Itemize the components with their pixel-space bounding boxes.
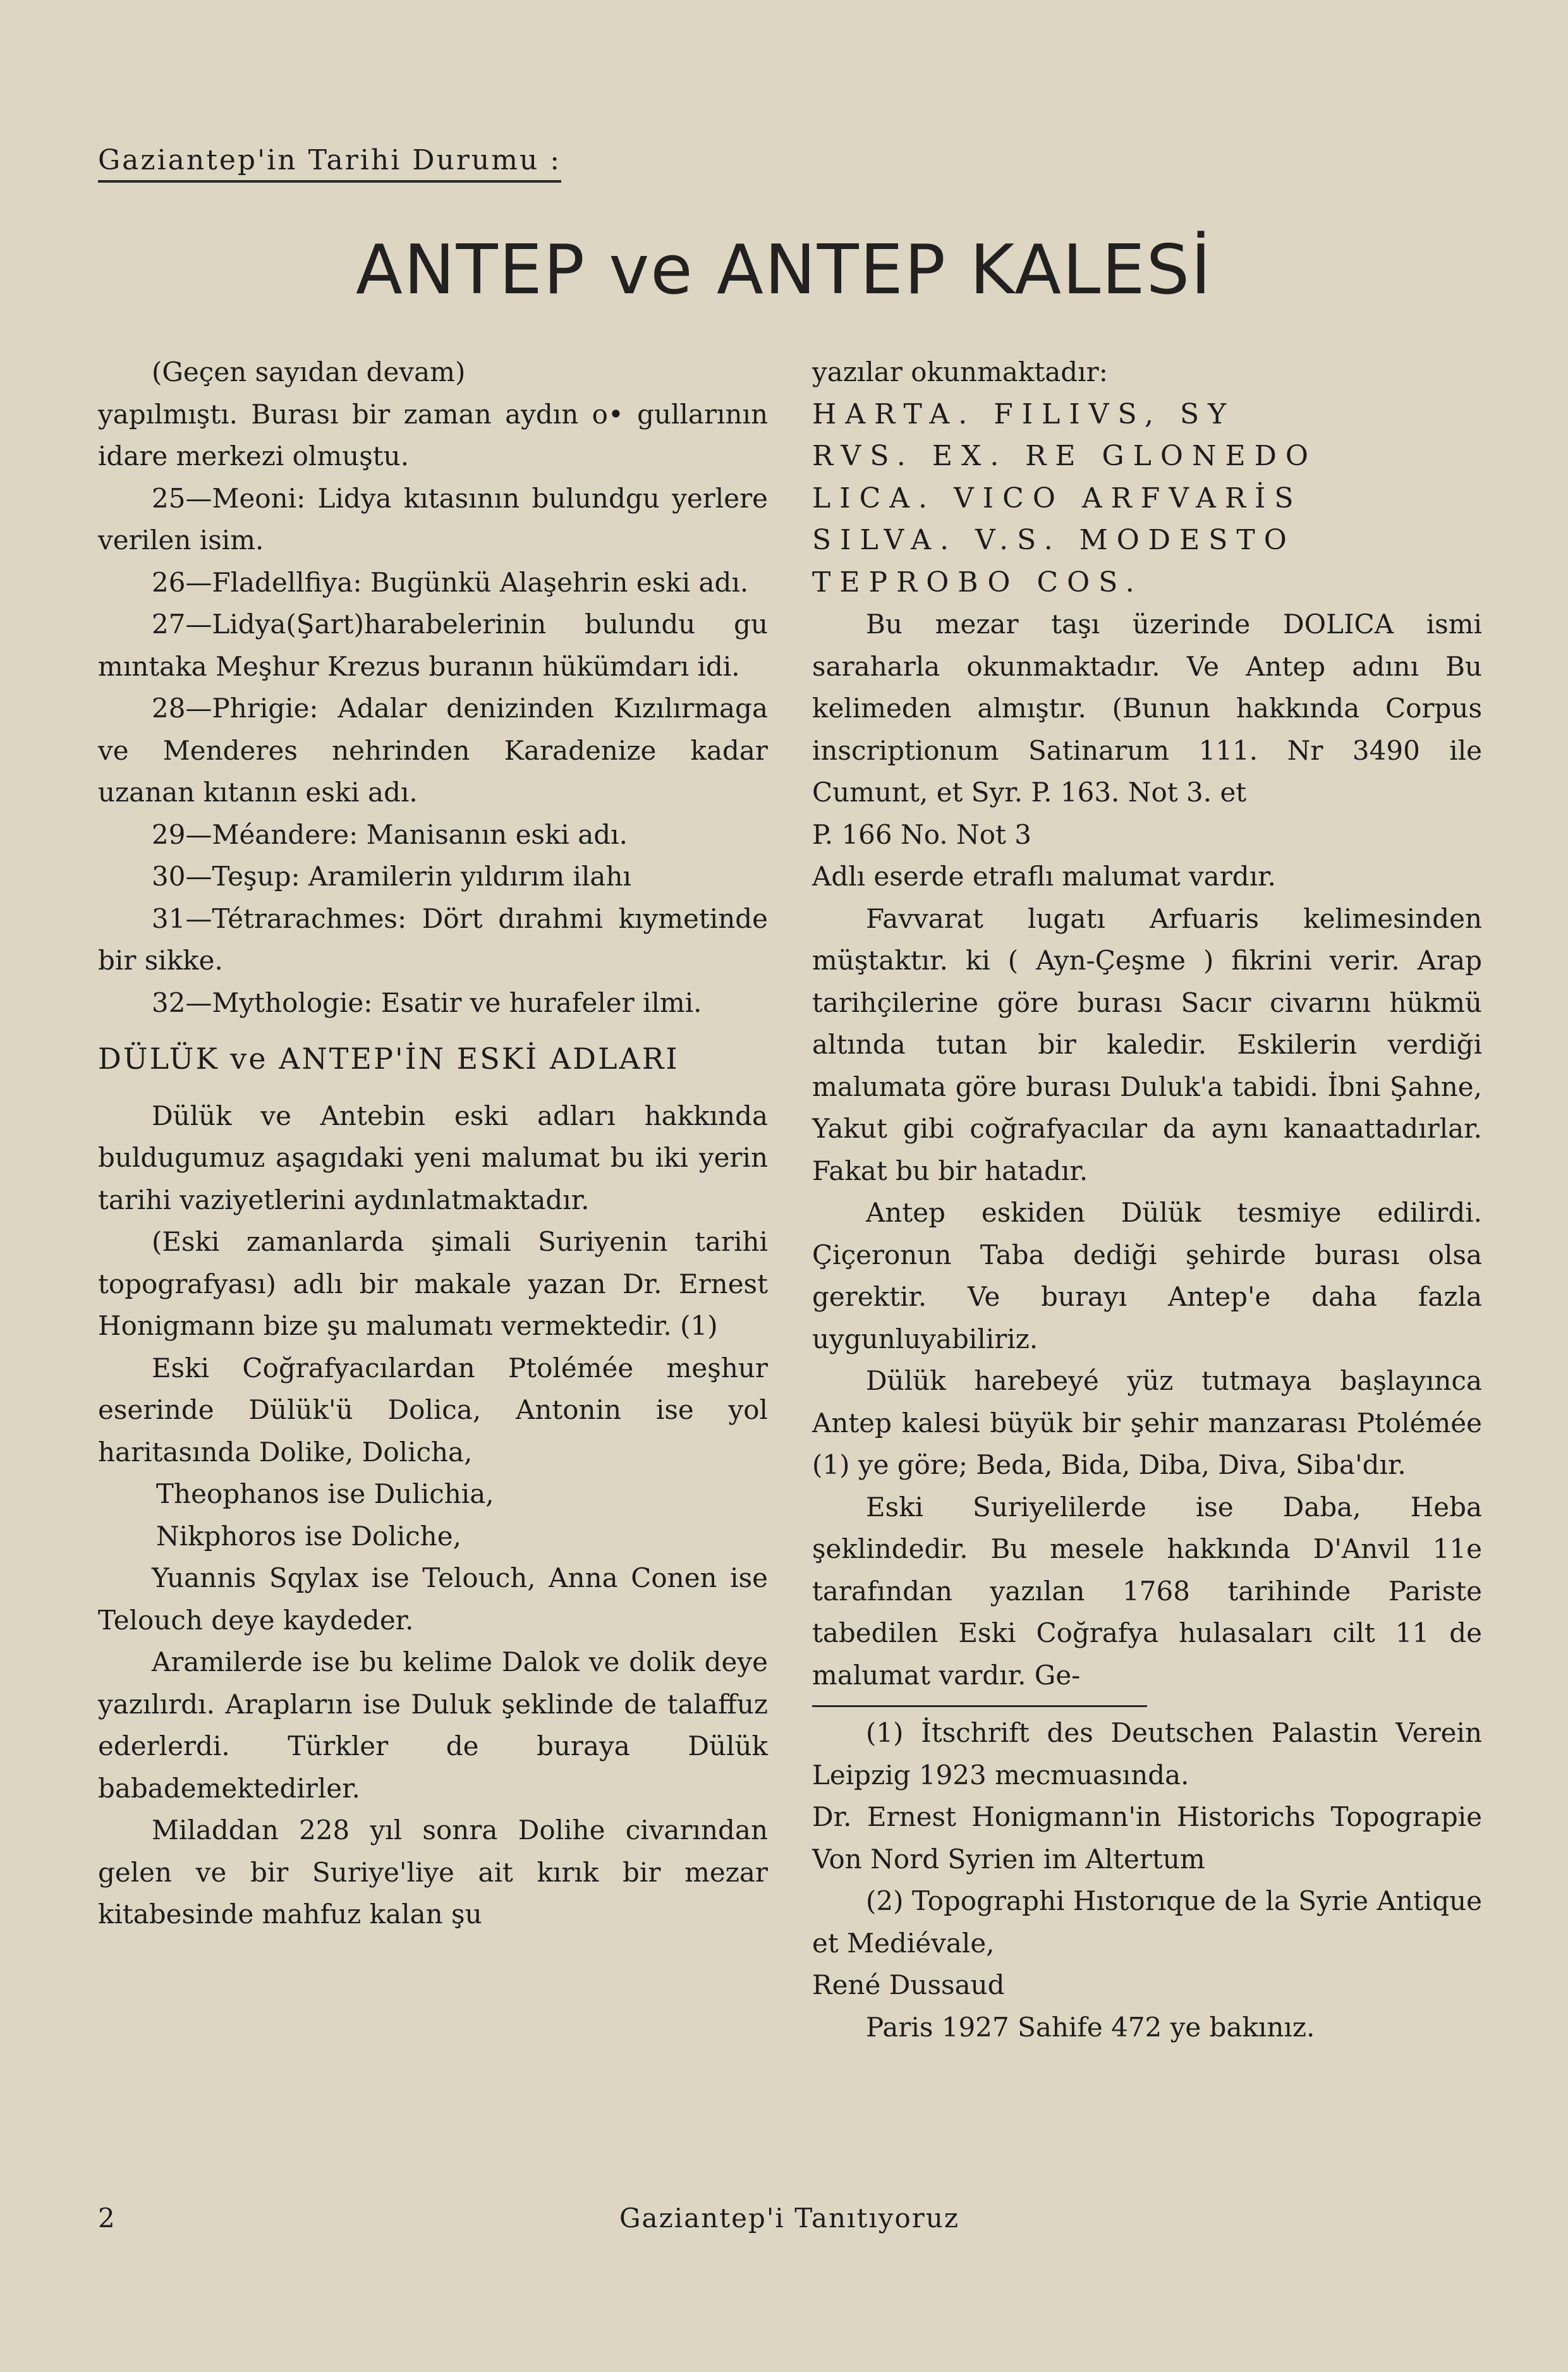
paragraph: Antep eskiden Dülük tesmiye edilirdi. Çiçeronun Taba dediği şehirde burası olsa gerektir. Ve burayı Antep'e daha fazla uygunluyabiliriz. [812, 1197, 1482, 1354]
paragraph: 25—Meoni: Lidya kıtasının bulundgu yerlere verilen isim. [98, 482, 768, 556]
paragraph: 30—Teşup: Aramilerin yıldırım ilahı [152, 861, 631, 892]
paragraph: Bu mezar taşı üzerinde DOLICA ismi saraharla okunmaktadır. Ve Antep adını Bu kelimeden almıştır. (Bunun hakkında Corpus inscriptionum Satinarum 111. Nr 3490 ile Cumunt, et Syr. P. 163. Not 3. et [812, 609, 1482, 808]
inscription-line: TEPROBO COS. [812, 566, 1143, 599]
paragraph: Nikphoros ise Doliche, [156, 1520, 461, 1552]
inscription-line: SILVA. V.S. MODESTO [812, 524, 1296, 556]
paragraph: (Eski zamanlarda şimali Suriyenin tarihi topografyası) adlı bir makale yazan Dr. Ernest Honigmann bize şu malumatı vermektedir. (1) [98, 1226, 768, 1341]
paragraph: yapılmıştı. Burası bir zaman aydın o• gullarının idare merkezi olmuştu. [98, 398, 768, 471]
left-column [98, 351, 768, 1936]
page-number: 2 [98, 2203, 116, 2234]
paragraph: Eski Coğrafyacılardan Ptolémée meşhur eserinde Dülük'ü Dolica, Antonin ise yol haritasında Dolike, Dolicha, [98, 1352, 768, 1468]
paragraph: 28—Phrigie: Adalar denizinden Kızılırmaga ve Menderes nehrinden Karadenize kadar uzanan kıtanın eski adı. [98, 693, 768, 808]
paragraph: 29—Méandere: Manisanın eski adı. [152, 818, 628, 850]
paragraph: Aramilerde ise bu kelime Dalok ve dolik deye yazılırdı. Arapların ise Duluk şeklinde de talaffuz ederlerdi. Türkler de buraya Dülük babademektedirler. [98, 1646, 768, 1804]
inscription-line: LICA. VICO ARFVARİS [812, 482, 1303, 514]
paragraph: Eski Suriyelilerde ise Daba, Heba şeklindedir. Bu mesele hakkında D'Anvil 11e tarafından yazılan 1768 tarihinde Pariste tabedilen Eski Coğrafya hulasaları cilt 11 de malumat vardır. Ge- [812, 1491, 1482, 1691]
paragraph: Dr. Ernest Honigmann'in Historichs Topograpie Von Nord Syrien im Altertum [812, 1801, 1482, 1875]
paragraph: Paris 1927 Sahife 472 ye bakınız. [866, 2011, 1315, 2043]
paragraph: 32—Mythologie: Esatir ve hurafeler ilmi. [152, 987, 702, 1018]
section-paragraphs [98, 1095, 768, 1936]
footnotes [812, 1712, 1482, 2048]
paragraph: René Dussaud [812, 1969, 1005, 2000]
paragraph: (2) Topographi Hıstorıque de la Syrie Antique et Mediévale, [812, 1885, 1482, 1959]
paragraph: (1) İtschrift des Deutschen Palastin Verein Leipzig 1923 mecmuasında. [812, 1717, 1482, 1791]
inscription-line: RVS. EX. RE GLONEDO [812, 440, 1317, 472]
paragraph: Miladdan 228 yıl sonra Dolihe civarından gelen ve bir Suriye'liye ait kırık bir mezar kitabesinde mahfuz kalan şu [98, 1815, 768, 1930]
paragraph: Adlı eserde etraflı malumat vardır. [812, 861, 1276, 892]
paragraph: 26—Fladellfiya: Bugünkü Alaşehrin eski adı. [152, 566, 749, 598]
paragraph: 31—Tétrarachmes: Dört dırahmi kıymetinde bir sikke. [98, 903, 768, 976]
paragraph: (Geçen sayıdan devam) [152, 356, 466, 387]
running-header: Gaziantep'in Tarihi Durumu : [98, 144, 561, 183]
section-heading: DÜLÜK ve ANTEP'İN ESKİ ADLARI [98, 1042, 679, 1076]
left-paragraphs [98, 351, 768, 1024]
inscription [812, 394, 1482, 604]
paragraph: Favvarat lugatı Arfuaris kelimesinden müştaktır. ki ( Ayn-Çeşme ) fikrini verir. Arap tarihçilerine göre burası Sacır civarını hükmü altında tutan bir kaledir. Eskilerin verdiği malumata göre burası Duluk'a tabidi. İbni Şahne, Yakut gibi coğrafyacılar da aynı kanaattadırlar. Fakat bu bir hatadır. [812, 903, 1482, 1186]
paragraph: Yuannis Sqylax ise Telouch, Anna Conen ise Telouch deye kaydeder. [98, 1562, 768, 1636]
paragraph: Theophanos ise Dulichia, [156, 1478, 494, 1509]
paragraph: Dülük ve Antebin eski adları hakkında buldugumuz aşagıdaki yeni malumat bu iki yerin tarihi vaziyetlerini aydınlatmaktadır. [98, 1100, 768, 1215]
right-column [812, 351, 1482, 2048]
paragraph: Dülük harebeyé yüz tutmaya başlayınca Antep kalesi büyük bir şehir manzarası Ptolémée (1) ye göre; Beda, Bida, Diba, Diva, Siba'dır. [812, 1365, 1482, 1480]
right-paragraphs [812, 604, 1482, 1696]
paragraph: 27—Lidya(Şart)harabelerinin bulundu gu mıntaka Meşhur Krezus buranın hükümdarı idi. [98, 609, 768, 682]
inscription-intro: yazılar okunmaktadır: [812, 356, 1108, 387]
publication-footer: Gaziantep'i Tanıtıyoruz [619, 2203, 960, 2234]
footnote-rule [812, 1705, 1147, 1707]
inscription-line: HARTA. FILIVS, SY [812, 398, 1236, 430]
paragraph: P. 166 No. Not 3 [812, 818, 1031, 850]
article-title: ANTEP ve ANTEP KALESİ [356, 231, 1212, 310]
